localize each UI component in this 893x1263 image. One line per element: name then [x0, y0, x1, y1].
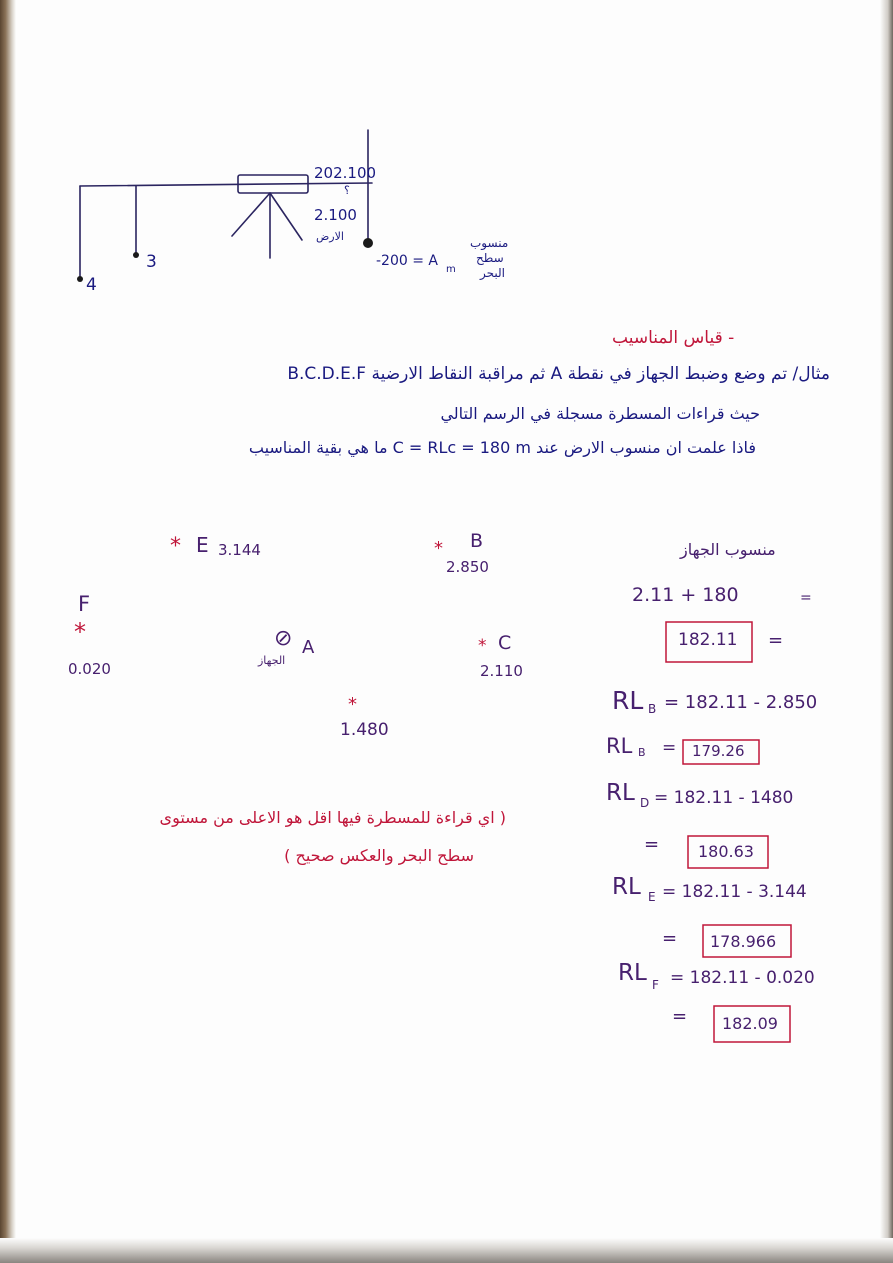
- point-E-star: *: [170, 534, 181, 559]
- problem-line-2: حيث قراءات المسطرة مسجلة في الرسم التالي: [440, 404, 760, 423]
- tripod-leg-right: [270, 193, 302, 240]
- point-E-label: E: [196, 533, 209, 557]
- point-C-star: *: [478, 636, 487, 656]
- rlf-expr: = 182.11 - 0.020: [670, 968, 815, 988]
- rlb-sub: B: [648, 702, 657, 716]
- hi-result: 182.11: [678, 630, 738, 650]
- rlb2-eq: =: [662, 738, 677, 758]
- point-3-marker: [133, 252, 139, 258]
- point-D-reading: 1.480: [340, 720, 389, 740]
- point-F-star: *: [74, 618, 86, 646]
- rlf-result: 182.09: [722, 1014, 778, 1033]
- sketch-hi-reading: 202.100: [314, 164, 377, 182]
- point-4-marker: [77, 276, 83, 282]
- hi-sum: 2.11 + 180: [632, 584, 739, 606]
- problem-heading: - قياس المناسيب: [612, 328, 735, 348]
- rld-expr: = 182.11 - 1480: [654, 788, 794, 808]
- point-B-reading: 2.850: [446, 558, 489, 576]
- rlb-result: 179.26: [692, 742, 745, 760]
- rle-label: RL: [612, 874, 641, 900]
- point-A-label: A: [302, 637, 315, 658]
- sketch-datum-eq: -200 = A: [376, 253, 438, 269]
- point-A-note: الجهاز: [258, 654, 286, 667]
- point-C-reading: 2.110: [480, 662, 523, 680]
- problem-line-1: مثال/ تم وضع وضبط الجهاز في نقطة A ثم مراقبة النقاط الارضية B.C.D.E.F: [287, 364, 830, 384]
- sketch-datum-sub: m: [446, 264, 456, 275]
- point-B-star: *: [434, 538, 443, 559]
- sketch-staff-reading: 2.100: [314, 206, 357, 224]
- rlf-sub: F: [652, 978, 659, 992]
- rle-eq: =: [662, 928, 678, 949]
- rld-eq: =: [644, 834, 660, 855]
- rld-sub: D: [640, 796, 650, 810]
- hi-title: منسوب الجهاز: [680, 540, 776, 559]
- sketch-point-4: 4: [86, 275, 97, 295]
- point-F-reading: 0.020: [68, 660, 111, 678]
- rle-result: 178.966: [710, 932, 777, 951]
- rld-result: 180.63: [698, 842, 754, 861]
- point-B-label: B: [470, 530, 484, 552]
- sketch-sea-label-3: البحر: [480, 266, 505, 280]
- hi-sum-eq: =: [800, 590, 812, 606]
- line-of-sight: [80, 183, 372, 186]
- rlb2-sub: B: [638, 746, 646, 759]
- rlf-label: RL: [618, 960, 647, 986]
- tripod-leg-left: [232, 193, 270, 236]
- sketch-point-3: 3: [146, 252, 157, 272]
- point-A-marker: [363, 238, 373, 248]
- sketch-ground-label: الارض: [316, 230, 344, 243]
- sketch-hi-note: ؟: [344, 184, 350, 197]
- rlf-eq: =: [672, 1006, 688, 1027]
- point-C-label: C: [498, 632, 512, 654]
- point-A-circle: ⊘: [274, 626, 293, 651]
- rle-expr: = 182.11 - 3.144: [662, 882, 807, 902]
- note-line-1: ( اي قراءة للمسطرة فيها اقل هو الاعلى من مستوى: [159, 808, 506, 827]
- sketch-sea-label-2: سطح: [476, 251, 504, 265]
- rle-sub: E: [648, 890, 656, 904]
- point-F-label: F: [78, 592, 91, 616]
- problem-line-3: فاذا علمت ان منسوب الارض عند C = RLc = 180 m ما هي بقية المناسيب: [248, 438, 756, 457]
- sketch-sea-label-1: منسوب: [470, 236, 509, 250]
- note-line-2: سطح البحر والعكس صحيح ): [284, 846, 474, 865]
- point-D-star: *: [348, 694, 357, 715]
- hi-result-eq: =: [768, 630, 784, 651]
- point-E-reading: 3.144: [218, 541, 261, 559]
- rlb-label: RL: [612, 686, 644, 715]
- rlb2-label: RL: [606, 734, 633, 758]
- rlb-expr: = 182.11 - 2.850: [664, 692, 818, 713]
- rld-label: RL: [606, 780, 635, 806]
